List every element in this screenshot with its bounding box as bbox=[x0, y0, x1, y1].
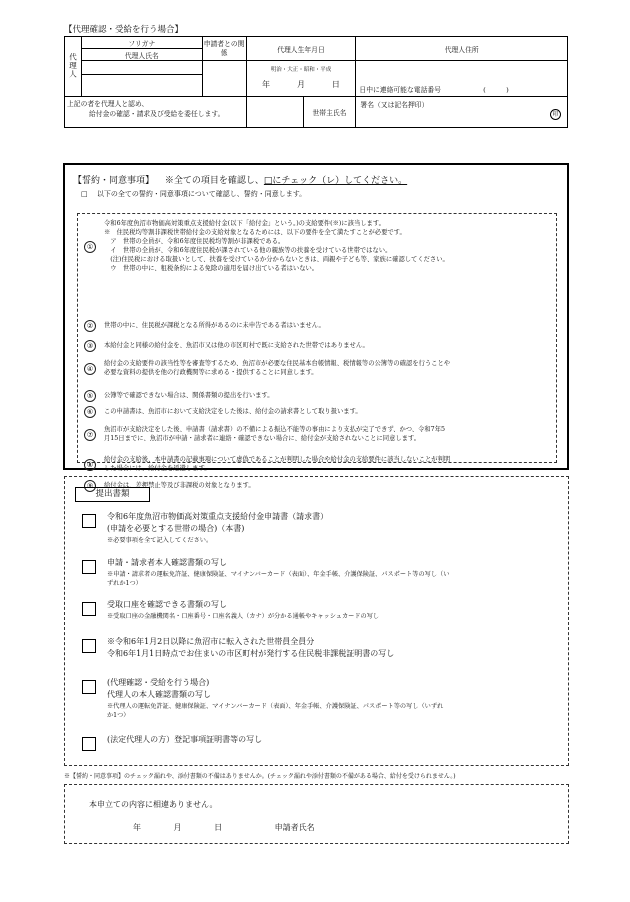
phone-label: 日中に連絡可能な電話番号 bbox=[359, 86, 441, 94]
agree-checkbox[interactable]: □ bbox=[81, 190, 88, 198]
document-title-line: 申請・請求者本人確認書類の写し bbox=[107, 558, 227, 567]
document-title-line: 代理人の本人確認書類の写し bbox=[107, 690, 211, 699]
pledge-section bbox=[63, 163, 569, 490]
signature-field[interactable] bbox=[356, 97, 568, 128]
delegation-text: 上記の者を代理人と認め、 給付金の確認・請求及び受給を委任します。 bbox=[65, 97, 247, 128]
confirmation-box bbox=[64, 784, 569, 844]
pledge-item-line: 必要な資料の提供を他の行政機関等に求める・提供することに同意します。 bbox=[104, 369, 318, 376]
pledge-item-line: 公簿等で確認できない場合は、関係書類の提出を行います。 bbox=[104, 392, 274, 399]
pledge-item-number: ④ bbox=[84, 363, 96, 375]
confirm-month: 月 bbox=[173, 823, 182, 832]
proxy-table bbox=[64, 36, 568, 128]
furigana-field[interactable] bbox=[81, 61, 202, 75]
pledge-item-number: ⑦ bbox=[84, 429, 96, 441]
date-parts: 年 月 日 bbox=[262, 80, 340, 89]
document-checkbox[interactable] bbox=[82, 680, 96, 694]
pledge-heading bbox=[73, 173, 407, 186]
document-note-line: ※申請・請求者の運転免許証、健康保険証、マイナンバーカード（表面）、年金手帳、介護保険証、パスポート等の写し（い bbox=[107, 571, 450, 578]
proxy-side-label: 代理人 bbox=[65, 37, 82, 97]
pledge-item-number: ⑥ bbox=[84, 406, 96, 418]
pledge-instruction-box: □にチェック（レ）してください。 bbox=[263, 176, 408, 186]
pledge-item-line: 令和6年度魚沼市物価高対策重点支援給付金(以下「給付金」という。)の支給要件(※)に該当します。 bbox=[104, 220, 385, 227]
confirm-text: 本申立ての内容に相違ありません。 bbox=[89, 800, 218, 809]
agree-all-row[interactable] bbox=[81, 190, 306, 199]
pledge-item-line: 月15日までに、魚沼市が申請・請求者に連絡・確認できない場合に、給付金が支給されないことに同意します。 bbox=[104, 435, 421, 442]
pledge-item-line: 給付金の支給後、本申請書の記載事項について虚偽であることが判明した場合や給付金の支給要件に該当しないことが判明 bbox=[104, 456, 451, 463]
confirm-year: 年 bbox=[133, 823, 141, 832]
proxy-name-label: 代理人氏名 bbox=[81, 49, 202, 61]
document-title-line: 受取口座を確認できる書類の写し bbox=[107, 600, 227, 609]
phone-field[interactable]: ( ) bbox=[483, 86, 509, 94]
householder-cell bbox=[246, 97, 356, 128]
pledge-item-number: ③ bbox=[84, 340, 96, 352]
documents-title: 提出書類 bbox=[75, 487, 150, 502]
pledge-item-line: (注)住民税における取扱いとして、扶養を受けているか分からないときは、両親や子ども等、家族に確認してください。 bbox=[104, 256, 449, 263]
pledge-item-number: ⑧ bbox=[84, 459, 96, 471]
document-checkbox[interactable] bbox=[82, 602, 96, 616]
relation-label: 申請者との関係 bbox=[202, 37, 246, 61]
seal-mark: 印 bbox=[550, 109, 561, 120]
birth-date-label: 代理人生年月日 bbox=[246, 37, 356, 61]
pledge-item-line: 魚沼市が支給決定をした後、申請書（請求書）の不備による振込不能等の事由により支払が完了できず、かつ、令和7年5 bbox=[104, 426, 445, 433]
pledge-items bbox=[77, 213, 557, 490]
proxy-section-title: 【代理確認・受給を行う場合】 bbox=[64, 25, 184, 35]
document-checkbox[interactable] bbox=[82, 560, 96, 574]
document-checkbox[interactable] bbox=[82, 737, 96, 751]
proxy-name-field[interactable] bbox=[81, 75, 202, 97]
document-note-line: ※必要事項を全て記入してください。 bbox=[107, 537, 213, 544]
document-note-line: ずれか1つ） bbox=[107, 580, 142, 587]
pledge-item-line: 給付金の支給要件の該当性等を審査等するため、魚沼市が必要な住民基本台帳情報、税情報等の公簿等の確認を行うことや bbox=[104, 360, 451, 367]
document-title-line: (代理確認・受給を行う場合) bbox=[107, 678, 210, 687]
document-title-line: 令和6年1月1日時点でお住まいの市区町村が発行する住民税非課税証明書の写し bbox=[107, 649, 395, 658]
pledge-item-line: 給付金は、差押禁止等及び非課税の対象となります。 bbox=[104, 482, 255, 489]
householder-label: 世帯主氏名 bbox=[303, 97, 356, 127]
pledge-title: 【誓約・同意事項】 bbox=[73, 176, 155, 186]
confirm-day: 日 bbox=[214, 823, 223, 832]
document-title-line: (申請を必要とする世帯の場合)（本書) bbox=[107, 524, 245, 533]
address-field[interactable] bbox=[356, 61, 568, 97]
pledge-item-line: ア 世帯の全員が、令和6年度住民税均等割が非課税である。 bbox=[104, 238, 285, 245]
pledge-item-number: ② bbox=[84, 320, 96, 332]
pledge-item-line: 世帯の中に、住民税が課税となる所得があるのに未申告である者はいません。 bbox=[104, 322, 325, 329]
document-title-line: ※令和6年1月2日以降に魚沼市に転入された世帯員全員分 bbox=[107, 637, 315, 646]
document-note-line: ※受取口座の金融機関名・口座番号・口座名義人（カナ）が分かる通帳やキャッシュカードの写し bbox=[107, 613, 380, 620]
document-title-line: 令和6年度魚沼市物価高対策重点支援給付金申請書（請求書） bbox=[107, 512, 329, 521]
pledge-item-line: 本給付金と同様の給付金を、魚沼市又は他の市区町村で既に支給された世帯ではありません。 bbox=[104, 342, 369, 349]
document-checkbox[interactable] bbox=[82, 639, 96, 653]
document-checkbox[interactable] bbox=[82, 514, 96, 528]
agree-all-text: 以下の全ての誓約・同意事項について確認し、誓約・同意します。 bbox=[96, 190, 307, 198]
pledge-instruction: ※全ての項目を確認し、 bbox=[164, 176, 264, 186]
address-label: 代理人住所 bbox=[356, 37, 568, 61]
era-options: 明治・大正・昭和・平成 bbox=[270, 67, 332, 73]
footnote: ※【誓約・同意事項】のチェック漏れや、添付書類の不備はありませんか。(チェック漏れや添付書類の不備がある場合、給付を受けられません。) bbox=[64, 773, 456, 780]
pledge-item-number: ⑨ bbox=[84, 480, 96, 492]
birth-date-field[interactable] bbox=[246, 61, 356, 97]
pledge-item-number: ① bbox=[84, 241, 96, 253]
pledge-item-line: した場合には、給付金を返還します。 bbox=[104, 465, 211, 472]
document-note-line: ※代理人の運転免許証、健康保険証、マイナンバーカード（表面）、年金手帳、介護保険証、パスポート等の写し（いずれ bbox=[107, 703, 444, 710]
pledge-item-line: ウ 世帯の中に、租税条約による免除の適用を届け出ている者はいない。 bbox=[104, 265, 319, 272]
document-note-line: か1つ） bbox=[107, 712, 130, 719]
signature-label: 署名（又は記名押印） bbox=[360, 101, 429, 109]
confirm-date-row bbox=[133, 822, 315, 833]
document-title-line: (法定代理人の方）登記事項証明書等の写し bbox=[107, 735, 263, 744]
pledge-item-line: イ 世帯の全員が、令和6年度住民税が課されている他の親族等の扶養を受けている世帯ではない。 bbox=[104, 247, 392, 254]
furigana-label: フリガナ bbox=[81, 37, 202, 49]
pledge-item-line: ※ 住民税均等割非課税世帯給付金の支給対象となるためには、以下の要件を全て満たすことが必要です。 bbox=[104, 229, 406, 236]
pledge-item-number: ⑤ bbox=[84, 390, 96, 402]
applicant-label: 申請者氏名 bbox=[274, 823, 315, 832]
relation-field[interactable] bbox=[202, 61, 246, 97]
pledge-item-line: この申請書は、魚沼市において支給決定をした後は、給付金の請求書として取り扱います。 bbox=[104, 408, 362, 415]
